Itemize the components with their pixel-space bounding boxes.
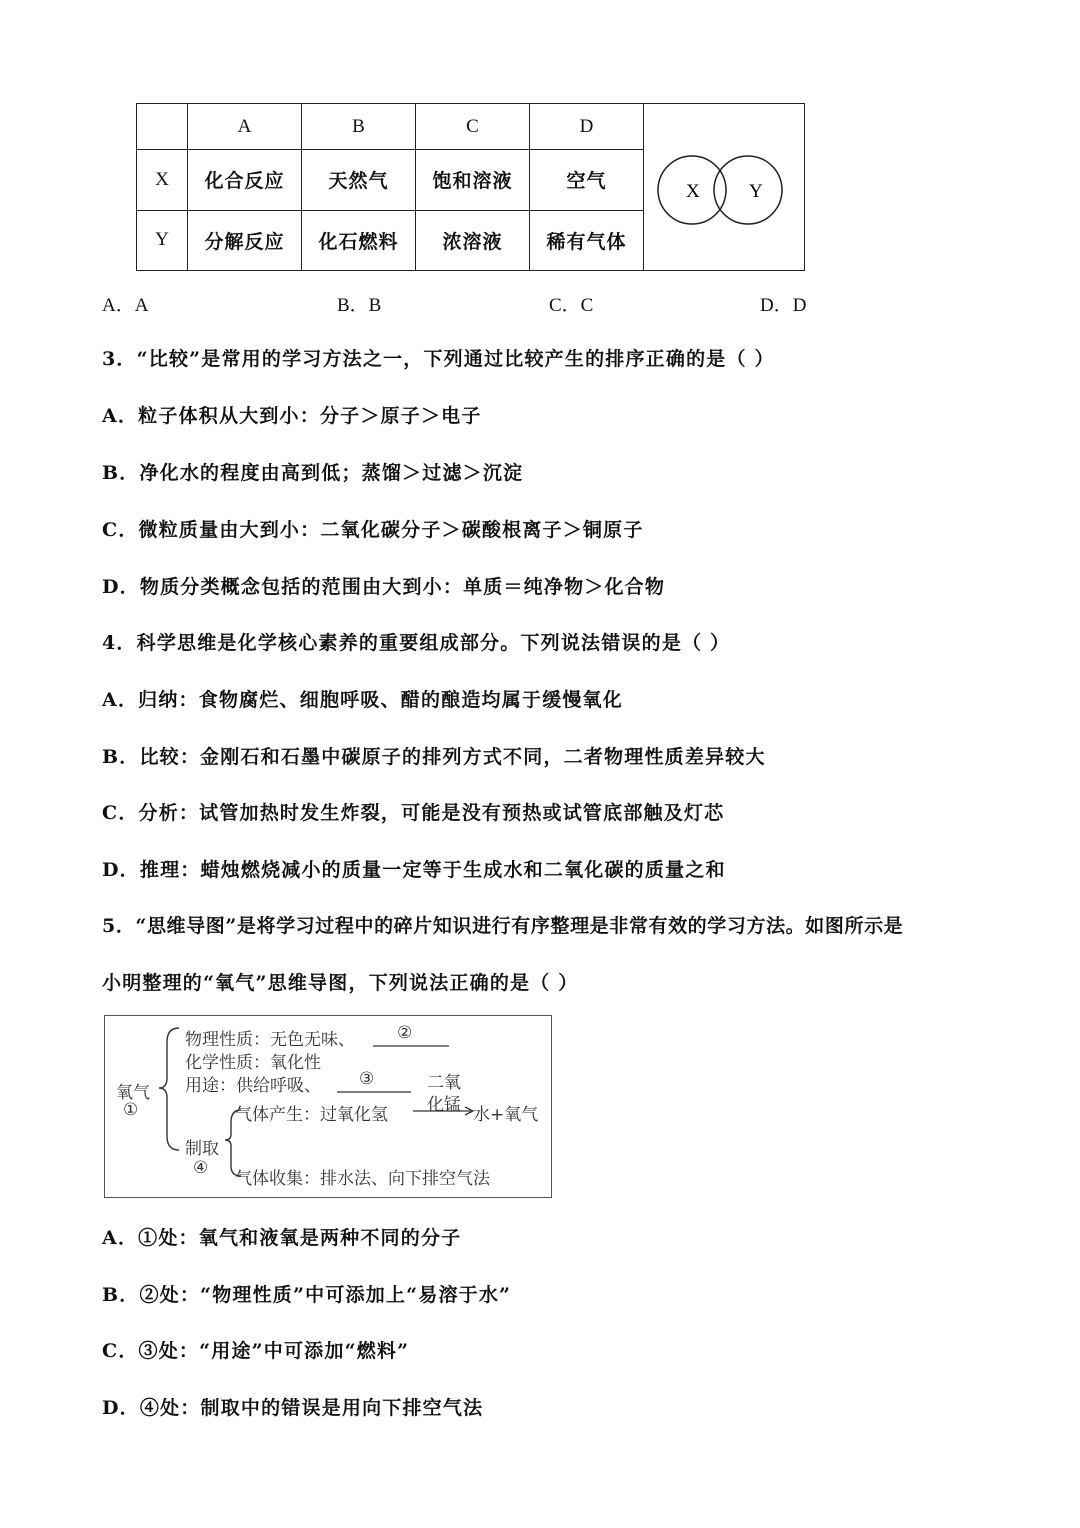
row-label-x: X [137,150,188,210]
header-cell-empty [137,104,188,150]
mindmap-use: 用途：供给呼吸、 [185,1076,321,1096]
row-label-y: Y [137,210,188,270]
cell-y-a: 分解反应 [188,210,302,270]
q5-option-b[interactable]: B．②处：“物理性质”中可添加上“易溶于水” [102,1284,512,1306]
q3-option-d[interactable]: D．物质分类概念包括的范围由大到小：单质＝纯净物＞化合物 [102,576,666,598]
q4-option-b[interactable]: B．比较：金刚石和石墨中碳原子的排列方式不同，二者物理性质差异较大 [102,746,766,768]
q2-option-a[interactable]: A．A [102,295,149,316]
venn-diagram [644,104,804,270]
q3-stem: 3．“比较”是常用的学习方法之一，下列通过比较产生的排序正确的是（ ） [102,348,775,370]
q4-option-a[interactable]: A．归纳：食物腐烂、细胞呼吸、醋的酿造均属于缓慢氧化 [102,689,623,711]
q2-option-d[interactable]: D．D [760,295,807,316]
venn-label-y: Y [749,181,763,202]
q5-stem-line1: 5．“思维导图”是将学习过程中的碎片知识进行有序整理是非常有效的学习方法。如图所示是 [102,915,904,937]
q2-option-b[interactable]: B．B [337,295,382,316]
q3-option-a[interactable]: A．粒子体积从大到小：分子＞原子＞电子 [102,405,482,427]
mindmap-products: 水+氧气 [473,1105,539,1125]
cell-y-d: 稀有气体 [530,210,644,270]
mindmap-gas-collect: 气体收集：排水法、向下排空气法 [235,1169,490,1189]
venn-label-x: X [686,181,700,202]
mindmap-physical: 物理性质：无色无味、 [185,1030,355,1050]
cell-y-c: 浓溶液 [416,210,530,270]
cell-x-c: 饱和溶液 [416,150,530,210]
q2-table [136,103,805,271]
cell-x-a: 化合反应 [188,150,302,210]
header-cell-a: A [188,104,302,150]
cell-x-d: 空气 [530,150,644,210]
mindmap-mark-2: ② [397,1023,413,1043]
q4-option-d[interactable]: D．推理：蜡烛燃烧减小的质量一定等于生成水和二氧化碳的质量之和 [102,859,726,881]
q5-stem-line2: 小明整理的“氧气”思维导图，下列说法正确的是（ ） [102,972,579,994]
venn-circle-y [714,156,782,224]
q5-option-c[interactable]: C．③处：“用途”中可添加“燃料” [102,1340,410,1362]
q2-option-c[interactable]: C．C [549,295,594,316]
mindmap-root: 氧气 [116,1083,150,1103]
q5-option-a[interactable]: A．①处：氧气和液氧是两种不同的分子 [102,1227,462,1249]
q5-option-d[interactable]: D．④处：制取中的错误是用向下排空气法 [102,1397,484,1419]
q4-stem: 4．科学思维是化学核心素养的重要组成部分。下列说法错误的是（ ） [102,632,731,654]
mindmap-chemical: 化学性质：氧化性 [185,1053,321,1073]
mindmap-catalyst-top: 二氧 [427,1073,461,1093]
mindmap-mark-3: ③ [359,1069,375,1089]
header-cell-b: B [302,104,416,150]
q3-option-b[interactable]: B．净化水的程度由高到低；蒸馏＞过滤＞沉淀 [102,462,524,484]
mindmap-mark-4: ④ [193,1158,209,1178]
header-cell-c: C [416,104,530,150]
mindmap-gas-produce: 气体产生：过氧化氢 [235,1105,388,1125]
cell-y-b: 化石燃料 [302,210,416,270]
mindmap-catalyst-bottom: 化锰 [427,1095,461,1115]
cell-x-b: 天然气 [302,150,416,210]
header-cell-d: D [530,104,644,150]
mindmap-prep: 制取 [185,1139,219,1159]
q4-option-c[interactable]: C．分析：试管加热时发生炸裂，可能是没有预热或试管底部触及灯芯 [102,802,725,824]
mindmap-mark-1: ① [123,1100,139,1120]
oxygen-mindmap [104,1015,552,1198]
venn-cell [644,104,805,271]
q3-option-c[interactable]: C．微粒质量由大到小：二氧化碳分子＞碳酸根离子＞铜原子 [102,519,644,541]
